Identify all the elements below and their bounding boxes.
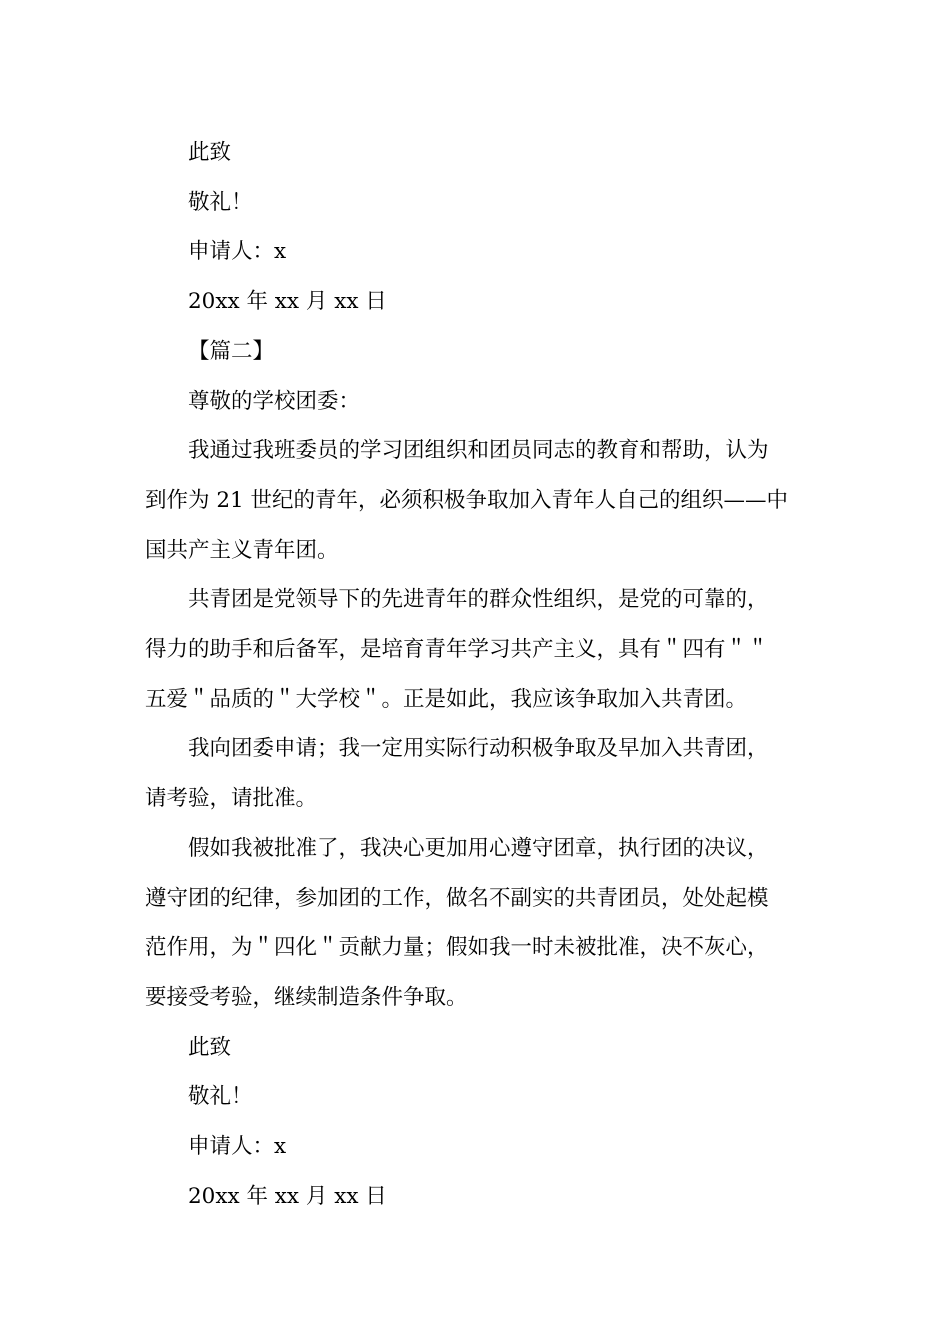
- closing-salutation: 此致: [188, 140, 232, 165]
- closing-regards: 敬礼！: [188, 189, 253, 215]
- paragraph-4-line-4: 要接受考验，继续制造条件争取。: [145, 984, 468, 1010]
- paragraph-4-line-3: 范作用，为＂四化＂贡献力量；假如我一时未被批准，决不灰心，: [145, 935, 769, 961]
- applicant-line: 申请人：x: [188, 239, 287, 265]
- closing-salutation-2: 此致: [188, 1034, 232, 1060]
- paragraph-4-line-1: 假如我被批准了，我决心更加用心遵守团章，执行团的决议，: [188, 835, 769, 861]
- document-body: [145, 128, 810, 1221]
- paragraph-3-line-1: 我向团委申请；我一定用实际行动积极争取及早加入共青团，: [188, 736, 769, 762]
- letter-greeting: 尊敬的学校团委：: [188, 388, 361, 414]
- paragraph-4-line-2: 遵守团的纪律，参加团的工作，做名不副实的共青团员，处处起模: [145, 885, 769, 911]
- date-line-2: 20xx 年 xx 月 xx 日: [188, 1183, 387, 1209]
- applicant-line-2: 申请人：x: [188, 1134, 287, 1160]
- paragraph-2-line-3: 五爱＂品质的＂大学校＂。正是如此，我应该争取加入共青团。: [145, 686, 748, 712]
- paragraph-2-line-1: 共青团是党领导下的先进青年的群众性组织，是党的可靠的，: [188, 587, 769, 613]
- closing-regards-2: 敬礼！: [188, 1084, 253, 1110]
- paragraph-2-line-2: 得力的助手和后备军，是培育青年学习共产主义，具有＂四有＂＂: [145, 637, 769, 663]
- section-heading: 【篇二】: [188, 338, 275, 364]
- paragraph-1-line-2: 到作为 21 世纪的青年，必须积极争取加入青年人自己的组织——中: [145, 487, 789, 513]
- paragraph-3-line-2: 请考验，请批准。: [145, 786, 318, 812]
- paragraph-1-line-3: 国共产主义青年团。: [145, 537, 339, 563]
- date-line: 20xx 年 xx 月 xx 日: [188, 289, 387, 315]
- paragraph-1-line-1: 我通过我班委员的学习团组织和团员同志的教育和帮助，认为: [188, 438, 769, 464]
